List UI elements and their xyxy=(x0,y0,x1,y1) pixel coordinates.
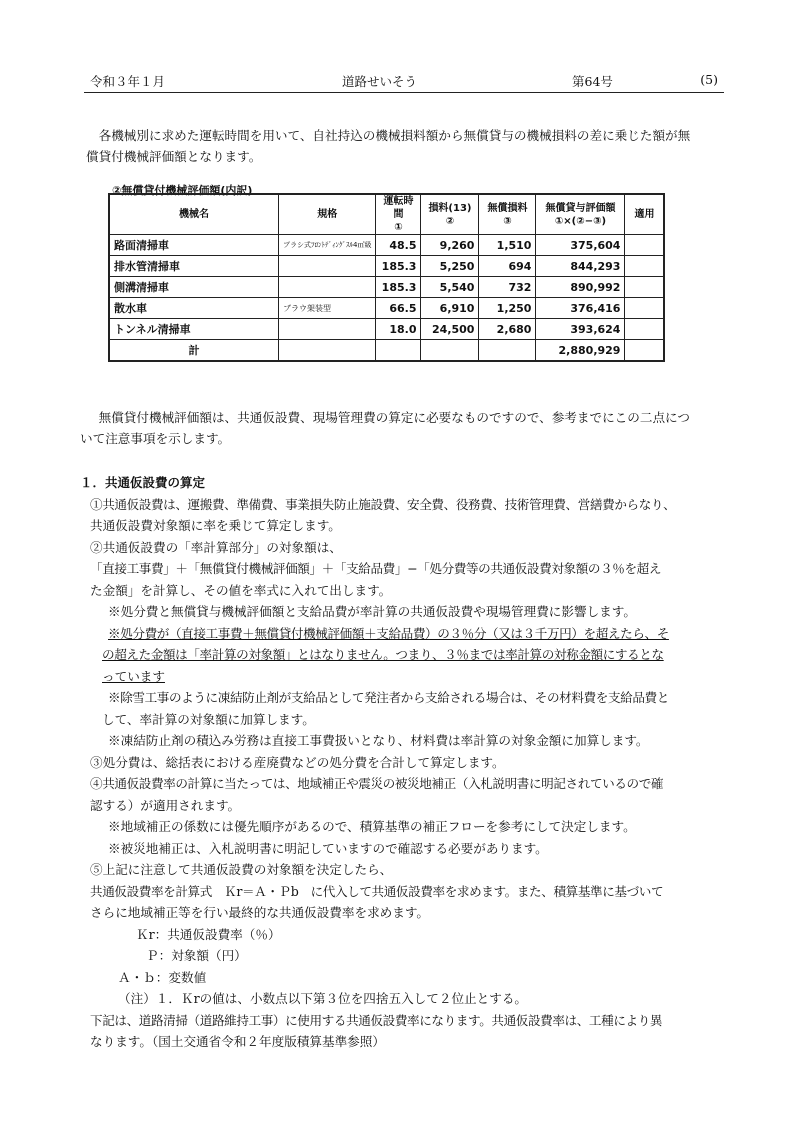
section-line: ⑤上記に注意して共通仮設費の対象額を決定したら、 xyxy=(90,862,393,877)
section-line: 下記は、道路清掃（道路維持工事）に使用する共通仮設費率になります。共通仮設費率は、工種により異 xyxy=(90,1012,663,1028)
cell-apply xyxy=(625,256,665,277)
cell-rental: 6,910 xyxy=(421,298,479,319)
section-line: Ｋr：共通仮設費率（％） xyxy=(136,926,281,942)
cell-eval: 375,604 xyxy=(536,235,625,256)
header-date: 令和３年１月 xyxy=(90,74,166,89)
section-line: ※凍結防止剤の積込み労務は直接工事費扱いとなり、材料費は率計算の対象金額に加算します。 xyxy=(108,733,649,748)
note-paragraph xyxy=(80,407,726,449)
section-line: ④共通仮設費率の計算に当たっては、地域補正や震災の被災地補正（入札説明書に明記されているので確 xyxy=(90,776,664,791)
col-header-hours-line1: 運転時間 xyxy=(383,196,414,220)
cell-rental: 5,540 xyxy=(421,277,479,298)
col-header-hours xyxy=(376,194,421,235)
cell-name: 路面清掃車 xyxy=(109,235,279,256)
cell-eval: 844,293 xyxy=(536,256,625,277)
col-header-apply: 適用 xyxy=(625,194,665,235)
section-line: して、率計算の対象額に加算します。 xyxy=(102,711,315,727)
section-line: さらに地域補正等を行い最終的な共通仮設費率を求めます。 xyxy=(90,905,430,920)
cell-rental: 9,260 xyxy=(421,235,479,256)
table-row xyxy=(109,256,664,277)
note-line-1: 無償貸付機械評価額は、共通仮設費、現場管理費の算定に必要なものですので、参考までにこの二点につ xyxy=(98,410,690,425)
col-header-rental-line1: 損料(13) xyxy=(428,202,472,214)
header-rule xyxy=(84,92,724,93)
section-line: 共通仮設費率を計算式 Ｋr＝Ａ・Ｐb に代入して共通仮設費率を求めます。また、積算基準に基づいて xyxy=(90,883,664,899)
col-header-hours-line2: ① xyxy=(394,222,403,233)
section-line-underlined: ※処分費が（直接工事費＋無償貸付機械評価額＋支給品費）の３％分（又は３千万円）を超えたら、そ xyxy=(108,625,669,641)
cell-hours: 66.5 xyxy=(376,298,421,319)
section-line: 「直接工事費」＋「無償貸付機械評価額」＋「支給品費」−「処分費等の共通仮設費対象額の３％を超え xyxy=(90,561,662,576)
cell-name: 散水車 xyxy=(109,298,279,319)
table-header-row xyxy=(109,194,664,235)
cell-hours: 48.5 xyxy=(376,235,421,256)
machine-evaluation-table xyxy=(108,193,665,362)
section-line: Ａ・ｂ：変数値 xyxy=(118,969,207,985)
table-row xyxy=(109,298,664,319)
cell-name: 排水管清掃車 xyxy=(109,256,279,277)
cell-hours: 18.0 xyxy=(376,319,421,340)
cell-empty xyxy=(625,340,665,362)
cell-eval: 890,992 xyxy=(536,277,625,298)
cell-eval: 376,416 xyxy=(536,298,625,319)
cell-rental: 24,500 xyxy=(421,319,479,340)
intro-paragraph xyxy=(86,125,726,167)
section-line: た金額」を計算し、その値を率式に入れて出します。 xyxy=(90,582,392,598)
page-header xyxy=(84,72,724,92)
cell-spec xyxy=(279,256,376,277)
section-line: 共通仮設費対象額に率を乗じて算定します。 xyxy=(90,518,341,533)
section-line-underlined: っています xyxy=(102,668,165,684)
col-header-eval xyxy=(536,194,625,235)
col-header-eval-line2: ①×(②−③) xyxy=(554,215,607,227)
header-page-number: (5) xyxy=(700,72,718,87)
section-line: 認する）が適用されます。 xyxy=(90,797,241,813)
table-row xyxy=(109,277,664,298)
cell-apply xyxy=(625,298,665,319)
section-line: ③処分費は、総括表における産廃費などの処分費を合計して算定します。 xyxy=(90,754,505,770)
cell-apply xyxy=(625,235,665,256)
section-line: ※地域補正の係数には優先順序があるので、積算基準の補正フローを参考にして決定します。 xyxy=(108,819,636,834)
cell-total-eval: 2,880,929 xyxy=(536,340,625,362)
col-header-name: 機械名 xyxy=(109,194,279,235)
col-header-eval-line1: 無償貸与評価額 xyxy=(545,202,616,214)
section-heading: １．共通仮設費の算定 xyxy=(80,475,206,490)
table-row xyxy=(109,319,664,340)
cell-apply xyxy=(625,277,665,298)
note-line-2: いて注意事項を示します。 xyxy=(80,431,231,446)
cell-empty xyxy=(479,340,536,362)
cell-free: 694 xyxy=(479,256,536,277)
cell-free: 1,510 xyxy=(479,235,536,256)
section-line: ②共通仮設費の「率計算部分」の対象額は、 xyxy=(90,539,342,555)
cell-free: 2,680 xyxy=(479,319,536,340)
cell-spec: ブラウ架装型 xyxy=(279,298,376,319)
section-line: ※処分費と無償貸与機械評価額と支給品費が率計算の共通仮設費や現場管理費に影響します。 xyxy=(108,604,636,619)
section-line: （注）１．Ｋrの値は、小数点以下第３位を四捨五入して２位止とする。 xyxy=(118,991,528,1006)
col-header-free xyxy=(479,194,536,235)
table-total-row xyxy=(109,340,664,362)
intro-line-2: 償貸付機械評価額となります。 xyxy=(86,149,262,164)
section-line: なります。（国土交通省令和２年度版積算基準参照） xyxy=(90,1034,385,1049)
header-issue: 第64号 xyxy=(572,74,613,89)
cell-empty xyxy=(376,340,421,362)
cell-name: トンネル清掃車 xyxy=(109,319,279,340)
section-line-underlined: の超えた金額は「率計算の対象額」とはなりません。つまり、３％までは率計算の対称金額にするとな xyxy=(102,647,664,662)
cell-spec xyxy=(279,277,376,298)
cell-name: 側溝清掃車 xyxy=(109,277,279,298)
cell-apply xyxy=(625,319,665,340)
cell-eval: 393,624 xyxy=(536,319,625,340)
cell-empty xyxy=(279,340,376,362)
header-title: 道路せいそう xyxy=(342,74,418,89)
section-line: Ｐ：対象額（円） xyxy=(146,948,247,963)
col-header-rental xyxy=(421,194,479,235)
cell-rental: 5,250 xyxy=(421,256,479,277)
col-header-rental-line2: ② xyxy=(445,215,455,227)
section-line: ※被災地補正は、入札説明書に明記していますので確認する必要があります。 xyxy=(108,840,548,856)
cell-free: 732 xyxy=(479,277,536,298)
table-title: ②無償貸付機械評価額(内訳) xyxy=(112,184,253,197)
cell-total-label: 計 xyxy=(109,340,279,362)
cell-hours: 185.3 xyxy=(376,277,421,298)
section-line: ①共通仮設費は、運搬費、準備費、事業損失防止施設費、安全費、役務費、技術管理費、営繕費からなり、 xyxy=(90,496,676,512)
col-header-free-line1: 無償損料 xyxy=(487,202,528,214)
col-header-free-line2: ③ xyxy=(503,215,512,227)
col-header-spec: 規格 xyxy=(279,194,376,235)
cell-spec: ブラシ式ﾌﾛﾝﾄﾃﾞｨﾝｸﾞｽﾙ4㎥級 xyxy=(279,235,376,256)
table-row xyxy=(109,235,664,256)
intro-line-1: 各機械別に求めた運転時間を用いて、自社持込の機械損料額から無償貸与の機械損料の差に乗じた額が無 xyxy=(98,128,691,143)
section-common-temporary-cost xyxy=(80,472,730,1053)
section-line: ※除雪工事のように凍結防止剤が支給品として発注者から支給される場合は、その材料費を支給品費と xyxy=(108,690,669,705)
cell-hours: 185.3 xyxy=(376,256,421,277)
cell-free: 1,250 xyxy=(479,298,536,319)
cell-spec xyxy=(279,319,376,340)
cell-empty xyxy=(421,340,479,362)
